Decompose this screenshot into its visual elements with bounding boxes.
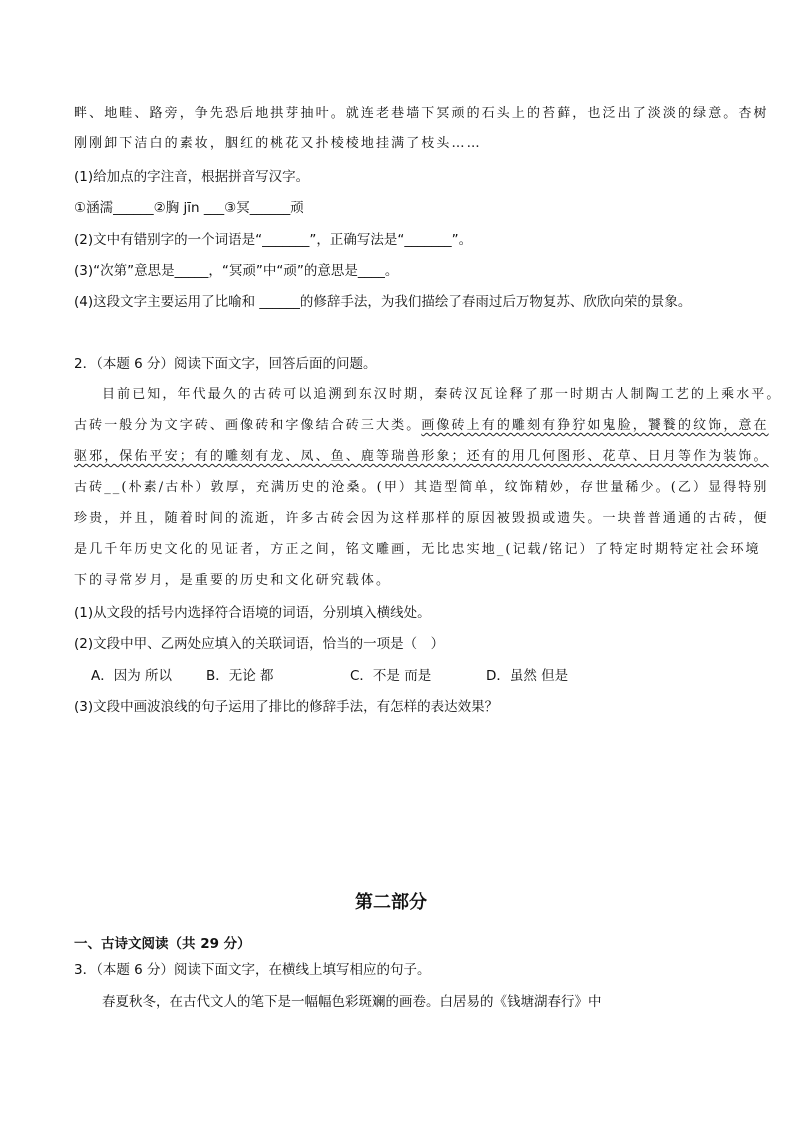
part-two-title: 第二部分 [355,892,427,913]
q2-sub-1: (1)从文段的括号内选择符合语境的词语，分别填入横线处。 [74,605,431,621]
q3-text: 春夏秋冬，在古代文人的笔下是一幅幅色彩斑斓的画卷。白居易的《钱塘湖春行》中 [102,994,602,1010]
q2-wavy-sentence-start: 画像砖上有的雕刻有狰狞如鬼脸，饕餮的纹饰，意在 [421,418,769,433]
q1-item-2: (2)文中有错别字的一个词语是“_______”，正确写法是“_______”。 [74,232,473,248]
q2-option-a: A．因为 所以 [91,668,173,684]
q2-option-d: D．虽然 但是 [486,668,569,684]
q2-sub-2: (2)文段中甲、乙两处应填入的关联词语，恰当的一项是（ ） [74,636,445,652]
q2-passage-line-2-plain: 古砖一般分为文字砖、画像砖和字像结合砖三大类。 [74,418,422,433]
q2-passage-line-4: 古砖__(朴素/古朴）敦厚，充满历史的沧桑。(甲）其造型简单，纹饰精妙，存世量稀少。(乙）显得特别 [74,480,769,495]
q2-passage-line-2 [74,414,769,433]
q2-header: 2．（本题 6 分）阅读下面文字，回答后面的问题。 [74,356,377,372]
q2-option-c: C．不是 而是 [350,668,432,684]
q2-option-b: B．无论 都 [206,668,274,684]
q2-wavy-sentence-end: 驱邪，保佑平安；有的雕刻有龙、凤、鱼、鹿等瑞兽形象；还有的用几何图形、花草、日月等作为装饰。 [74,449,769,464]
q2-passage-line-7: 下的寻常岁月，是重要的历史和文化研究载体。 [74,573,392,588]
q2-passage-line-1: 目前已知，年代最久的古砖可以追溯到东汉时期，秦砖汉瓦诠释了那一时期古人制陶工艺的上乘水平。 [102,387,782,402]
q2-sub-3: (3)文段中画波浪线的句子运用了排比的修辞手法，有怎样的表达效果？ [74,699,499,715]
passage-line-1: 畔、地畦、路旁，争先恐后地拱芽抽叶。就连老巷墙下冥顽的石头上的苔藓，也泛出了淡淡的绿意。杏树 [74,106,769,121]
section-heading: 一、古诗文阅读（共 29 分） [74,936,251,952]
passage-line-2: 刚刚卸下洁白的素妆，胭红的桃花又扑棱棱地挂满了枝头…… [74,136,482,151]
q1-item-1: (1)给加点的字注音，根据拼音写汉字。 [74,169,310,185]
q2-passage-line-5: 珍贵，并且，随着时间的流逝，许多古砖会因为这样那样的原因被毁损或遗失。一块普普通通的古砖，便 [74,511,769,526]
q1-item-3: (3)“次第”意思是_____，“冥顽”中“顽”的意思是____。 [74,263,399,279]
q2-passage-line-6: 是几千年历史文化的见证者，方正之间，铭文雕画，无比忠实地_(记载/铭记）了特定时期特定社会环境 [74,542,761,557]
q3-header: 3．（本题 6 分）阅读下面文字，在横线上填写相应的句子。 [74,962,431,978]
q1-item-1-blanks: ①涵濡______②胸 jīn ___③冥______顽 [74,200,304,216]
q1-item-4: (4)这段文字主要运用了比喻和 ______的修辞手法，为我们描绘了春雨过后万物复苏、欣欣向荣的景象。 [74,294,692,310]
